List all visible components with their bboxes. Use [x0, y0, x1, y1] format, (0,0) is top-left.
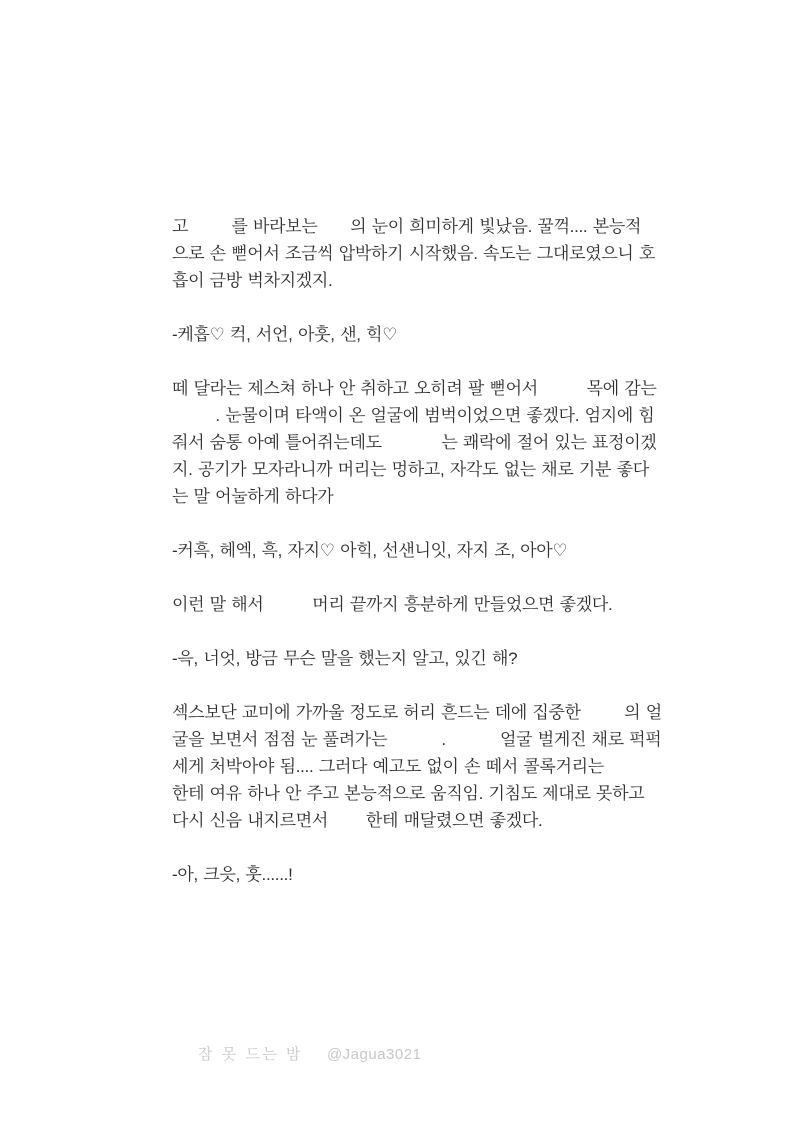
paragraph-dialogue — [172, 645, 664, 672]
text-line: 섹스보단 교미에 가까울 정도로 허리 흔드는 데에 집중한 의 얼 — [172, 703, 662, 722]
text-line: 는 말 어눌하게 하다가 — [172, 487, 334, 506]
text-line: 떼 달라는 제스쳐 하나 안 취하고 오히려 팔 뻗어서 목에 감는 — [172, 379, 657, 398]
text-line: 다시 신음 내지르면서 한테 매달렸으면 좋겠다. — [172, 811, 543, 830]
text-line: 흡이 금방 벅차지겠지. — [172, 271, 333, 290]
text-line: 굴을 보면서 점점 눈 풀려가는 . 얼굴 벌게진 채로 퍽퍽 — [172, 730, 662, 749]
text-line: . 눈물이며 타액이 온 얼굴에 범벅이었으면 좋겠다. 엄지에 힘 — [172, 406, 655, 425]
text-line: 줘서 숨통 아예 틀어쥐는데도 는 쾌락에 절어 있는 표정이겠 — [172, 433, 657, 452]
text-line: 으로 손 뻗어서 조금씩 압박하기 시작했음. 속도는 그대로였으니 호 — [172, 244, 656, 263]
text-line: 이런 말 해서 머리 끝까지 흥분하게 만들었으면 좋겠다. — [172, 595, 613, 614]
footer-author-handle: @Jagua3021 — [326, 1046, 422, 1063]
text-line: 세게 처박아야 됨.... 그러다 예고도 없이 손 떼서 콜록거리는 — [172, 757, 604, 776]
text-line: 한테 여유 하나 안 주고 본능적으로 움직임. 기침도 제대로 못하고 — [172, 784, 645, 803]
paragraph-dialogue — [172, 537, 664, 564]
footer-title: 잠 못 드는 밤 — [198, 1046, 303, 1063]
paragraph-narration — [172, 213, 664, 294]
text-line: -커흑, 헤엑, 흑, 자지♡ 아힉, 선샌니잇, 자지 조, 아아♡ — [172, 541, 568, 560]
paragraph-narration — [172, 591, 664, 618]
text-line: -윽, 너엇, 방금 무슨 말을 했는지 알고, 있긴 해? — [172, 649, 518, 668]
paragraph-narration — [172, 699, 664, 834]
paragraph-dialogue — [172, 861, 664, 888]
text-line: 지. 공기가 모자라니까 머리는 멍하고, 자각도 없는 채로 기분 좋다 — [172, 460, 649, 479]
paragraph-dialogue — [172, 321, 664, 348]
text-line: -아, 크읏, 훗......! — [172, 865, 293, 884]
page-footer — [198, 1045, 421, 1065]
paragraph-narration — [172, 375, 664, 510]
text-line: 고 를 바라보는 의 눈이 희미하게 빛났음. 꿀꺽.... 본능적 — [172, 217, 642, 236]
story-text — [172, 213, 664, 888]
text-line: -케흡♡ 컥, 서언, 아훗, 샌, 힉♡ — [172, 325, 398, 344]
